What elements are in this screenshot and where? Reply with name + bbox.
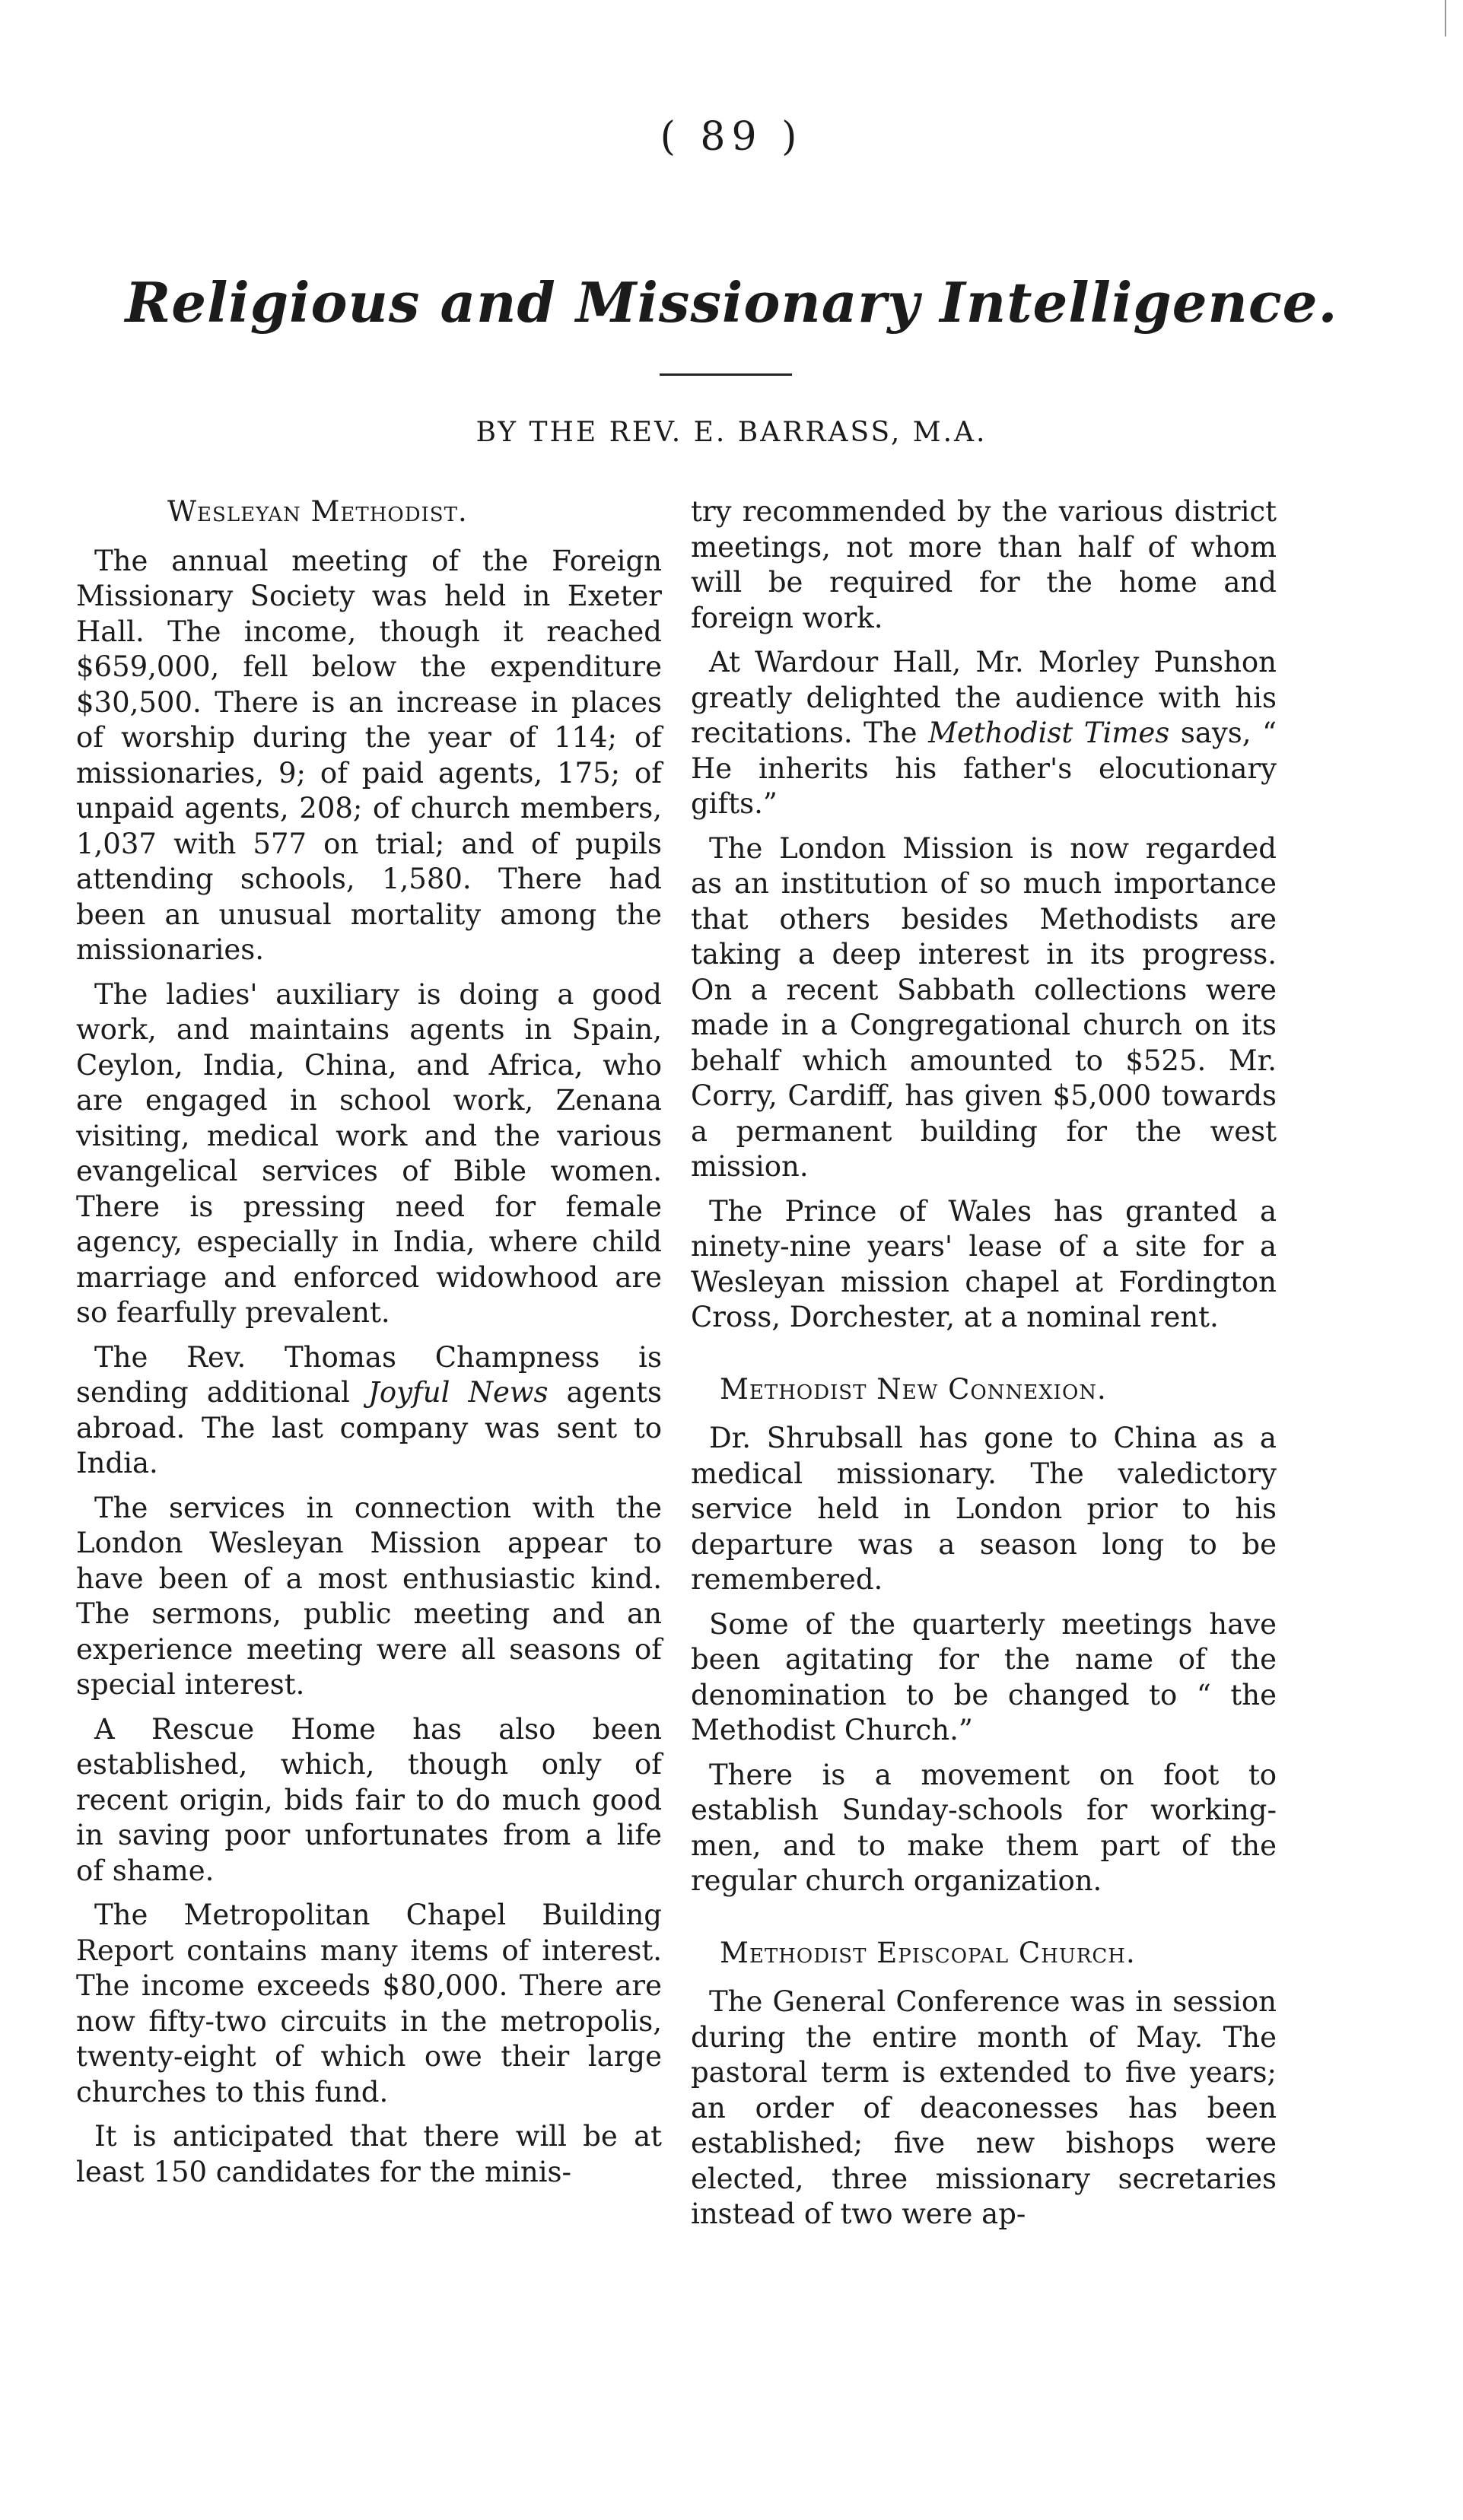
paragraph-text: agents abroad. The last company was sent to India. — [76, 1376, 663, 1479]
paragraph: It is anticipated that there will be at least 150 candidates for the minis- — [76, 2120, 662, 2188]
author-byline: BY THE REV. E. BARRASS, M.A. — [475, 417, 988, 448]
publication-title: Methodist Times — [928, 717, 1170, 749]
paragraph: The ladies' auxiliary is doing a good work, and maintains agents in Spain, Ceylon, India, China, and Africa, who are engaged in school work, Zenana visiting, medical work and the various evangelical services of Bible women. There is pressing need for female agency, especially in India, where child marriage and enforced widowhood are so fearfully prevalent. — [76, 977, 662, 1329]
page-edge-mark — [1445, 0, 1446, 37]
section-heading-wesleyan: Wesleyan Methodist. — [167, 495, 468, 528]
paragraph: The General Conference was in session during the entire month of May. The pastoral term is extended to five years; an order of deaconesses has been established; five new bishops were elected, three missionary secretaries instead of two were ap- — [691, 1985, 1277, 2230]
left-column — [76, 494, 662, 2199]
paragraph: The services in connection with the London Wesleyan Mission appear to have been of a most enthusiastic kind. The sermons, public meeting and an experience meeting were all seasons of special interest. — [76, 1491, 662, 1701]
section-heading-new-connexion: Methodist New Connexion. — [720, 1372, 1107, 1406]
paragraph: A Rescue Home has also been established, which, though only of recent origin, bids fair to do much good in saving poor unfortunates from a life of shame. — [76, 1712, 662, 1887]
paragraph: There is a movement on foot to establish Sunday-schools for working-men, and to make them part of the regular church organization. — [691, 1758, 1277, 1897]
paragraph — [691, 645, 1277, 822]
title-divider — [660, 373, 792, 376]
section-heading-episcopal: Methodist Episcopal Church. — [720, 1936, 1136, 1969]
paragraph: Some of the quarterly meetings have been agitating for the name of the denomination to be changed to “ the Methodist Church.” — [691, 1607, 1277, 1746]
right-column — [691, 494, 1277, 2242]
publication-title: Joyful News — [368, 1376, 549, 1409]
paragraph-text: says, “ He inherits his father's elocutionary gifts.” — [691, 717, 1277, 820]
article-title: Religious and Missionary Intelligence. — [125, 270, 1338, 335]
paragraph: The Prince of Wales has granted a ninety-nine years' lease of a site for a Wesleyan mission chapel at Fordington Cross, Dorchester, at a nominal rent. — [691, 1194, 1277, 1333]
paragraph: The annual meeting of the Foreign Missionary Society was held in Exeter Hall. The income, though it reached $659,000, fell below the expenditure $30,500. There is an increase in places of worship during the year of 114; of missionaries, 9; of paid agents, 175; of unpaid agents, 208; of church members, 1,037 with 577 on trial; and of pupils attending schools, 1,580. There had been an unusual mortality among the missionaries. — [76, 544, 662, 966]
paragraph-continued: try recommended by the various district meetings, not more than half of whom will be required for the home and foreign work. — [691, 495, 1277, 634]
paragraph: The London Mission is now regarded as an institution of so much importance that others besides Methodists are taking a deep interest in its progress. On a recent Sabbath collections were made in a Congregational church on its behalf which amounted to $525. Mr. Corry, Cardiff, has given $5,000 towards a permanent building for the west mission. — [691, 831, 1277, 1183]
paragraph: Dr. Shrubsall has gone to China as a medical missionary. The valedictory service held in London prior to his departure was a season long to be remembered. — [691, 1422, 1277, 1596]
paragraph: The Metropolitan Chapel Building Report contains many items of interest. The income exceeds $80,000. There are now fifty-two circuits in the metropolis, twenty-eight of which owe their large churches to this fund. — [76, 1899, 662, 2108]
paragraph-text: The Rev. Thomas Champness is sending additional — [76, 1340, 662, 1409]
page-number: ( 89 ) — [660, 114, 803, 160]
paragraph-text: At Wardour Hall, Mr. Morley Punshon greatly delighted the audience with his recitations. The — [691, 646, 1277, 749]
paragraph — [76, 1340, 662, 1482]
